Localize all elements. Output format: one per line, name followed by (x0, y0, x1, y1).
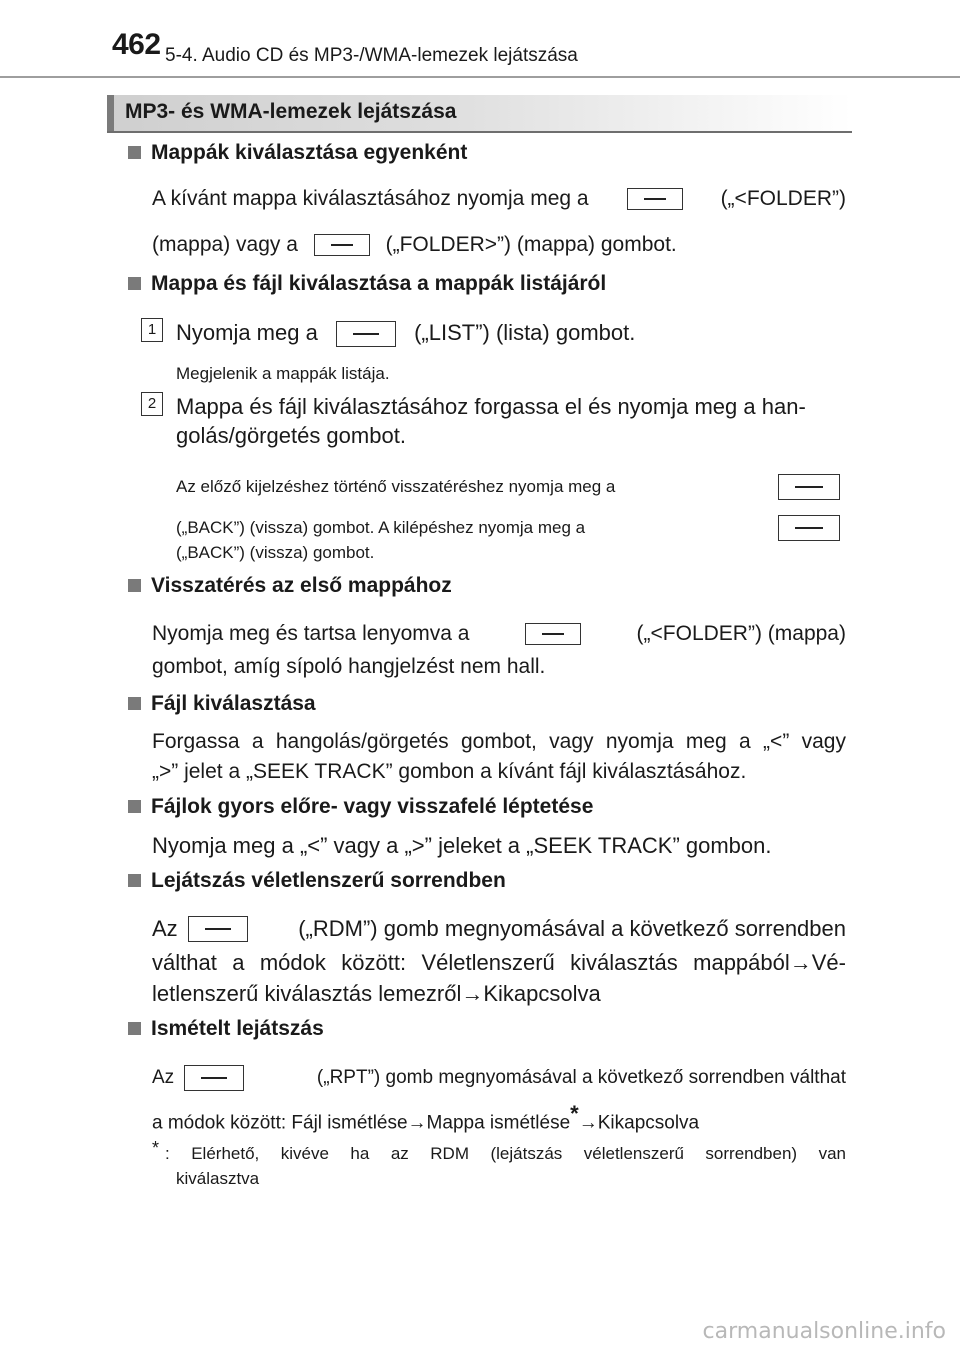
square-bullet-icon (128, 697, 141, 710)
heading-folder-select: Mappák kiválasztása egyenként (128, 141, 467, 165)
heading-repeat: Ismételt lejátszás (128, 1017, 324, 1041)
square-bullet-icon (128, 874, 141, 887)
back-note-line2: („BACK”) (vissza) gombot. A kilépéshez nyomja meg a (176, 515, 840, 541)
first-folder-line2: gombot, amíg sípoló hangjelzést nem hall. (152, 655, 546, 678)
step-2-badge: 2 (141, 392, 163, 416)
file-select-line2: „>” jelet a „SEEK TRACK” gombon a kívánt fájl kiválasztásához. (152, 760, 747, 783)
repeat-line1: Az („RPT”) gomb megnyomásával a következő sorrendben válthat (152, 1065, 846, 1091)
square-bullet-icon (128, 800, 141, 813)
step-1-badge: 1 (141, 318, 163, 342)
section-heading-box (107, 95, 852, 133)
folder-next-button-icon (314, 234, 370, 256)
running-title: 5-4. Audio CD és MP3-/WMA-lemezek lejátszása (165, 45, 578, 66)
footnote-marker: * (570, 1101, 579, 1126)
step-1-note: Megjelenik a mappák listája. (176, 364, 390, 383)
square-bullet-icon (128, 579, 141, 592)
heading-list-select: Mappa és fájl kiválasztása a mappák listájáról (128, 272, 606, 296)
fast-skip-line1: Nyomja meg a „<” vagy a „>” jeleket a „SEEK TRACK” gombon. (152, 833, 772, 858)
heading-first-folder: Visszatérés az első mappához (128, 574, 452, 598)
heading-fast-skip: Fájlok gyors előre- vagy visszafelé léptetése (128, 795, 593, 819)
first-folder-line1: Nyomja meg és tartsa lenyomva a („<FOLDER”) (mappa) (152, 622, 846, 645)
random-line2: válthat a módok között: Véletlenszerű kiválasztás mappából→Vé- (152, 950, 846, 975)
footnote-star: * (152, 1138, 160, 1158)
step-2-line2: golás/görgetés gombot. (176, 423, 406, 448)
back-note-line1: Az előző kijelzéshez történő visszatéréshez nyomja meg a (176, 474, 840, 500)
heading-file-select: Fájl kiválasztása (128, 692, 316, 716)
back-button-icon (778, 515, 840, 541)
back-note-line3: („BACK”) (vissza) gombot. (176, 543, 375, 562)
repeat-line2: a módok között: Fájl ismétlése→Mappa ismétlése*→Kikapcsolva (152, 1101, 700, 1134)
step-1-text: Nyomja meg a („LIST”) (lista) gombot. (176, 320, 635, 347)
step-2-line1: Mappa és fájl kiválasztásához forgassa el és nyomja meg a han- (176, 394, 806, 419)
watermark-text: carmanualsonline.info (702, 1319, 946, 1344)
square-bullet-icon (128, 1022, 141, 1035)
back-button-icon (778, 474, 840, 500)
page-number: 462 (112, 28, 161, 61)
random-line1: Az („RDM”) gomb megnyomásával a következő sorrendben (152, 916, 846, 941)
section-heading-bar (107, 95, 114, 131)
rpt-button-icon (184, 1065, 244, 1091)
footnote-line1: : Elérhető, kivéve ha az RDM (lejátszás véletlenszerű sorrendben) van (165, 1144, 846, 1163)
folder-prev-button-icon (627, 188, 683, 210)
heading-random: Lejátszás véletlenszerű sorrendben (128, 869, 506, 893)
section-title: MP3- és WMA-lemezek lejátszása (125, 100, 457, 123)
square-bullet-icon (128, 277, 141, 290)
folder-select-line2: (mappa) vagy a („FOLDER>”) (mappa) gombot. (152, 233, 677, 256)
random-line3: letlenszerű kiválasztás lemezről→Kikapcsolva (152, 981, 601, 1006)
folder-select-line1: A kívánt mappa kiválasztásához nyomja meg a („<FOLDER”) (152, 187, 846, 210)
square-bullet-icon (128, 146, 141, 159)
folder-prev-button-icon (525, 623, 581, 645)
header-rule (0, 76, 960, 78)
file-select-line1: Forgassa a hangolás/görgetés gombot, vagy nyomja meg a „<” vagy (152, 730, 846, 753)
rdm-button-icon (188, 916, 248, 942)
list-button-icon (336, 321, 396, 347)
footnote-line2: kiválasztva (176, 1169, 260, 1188)
